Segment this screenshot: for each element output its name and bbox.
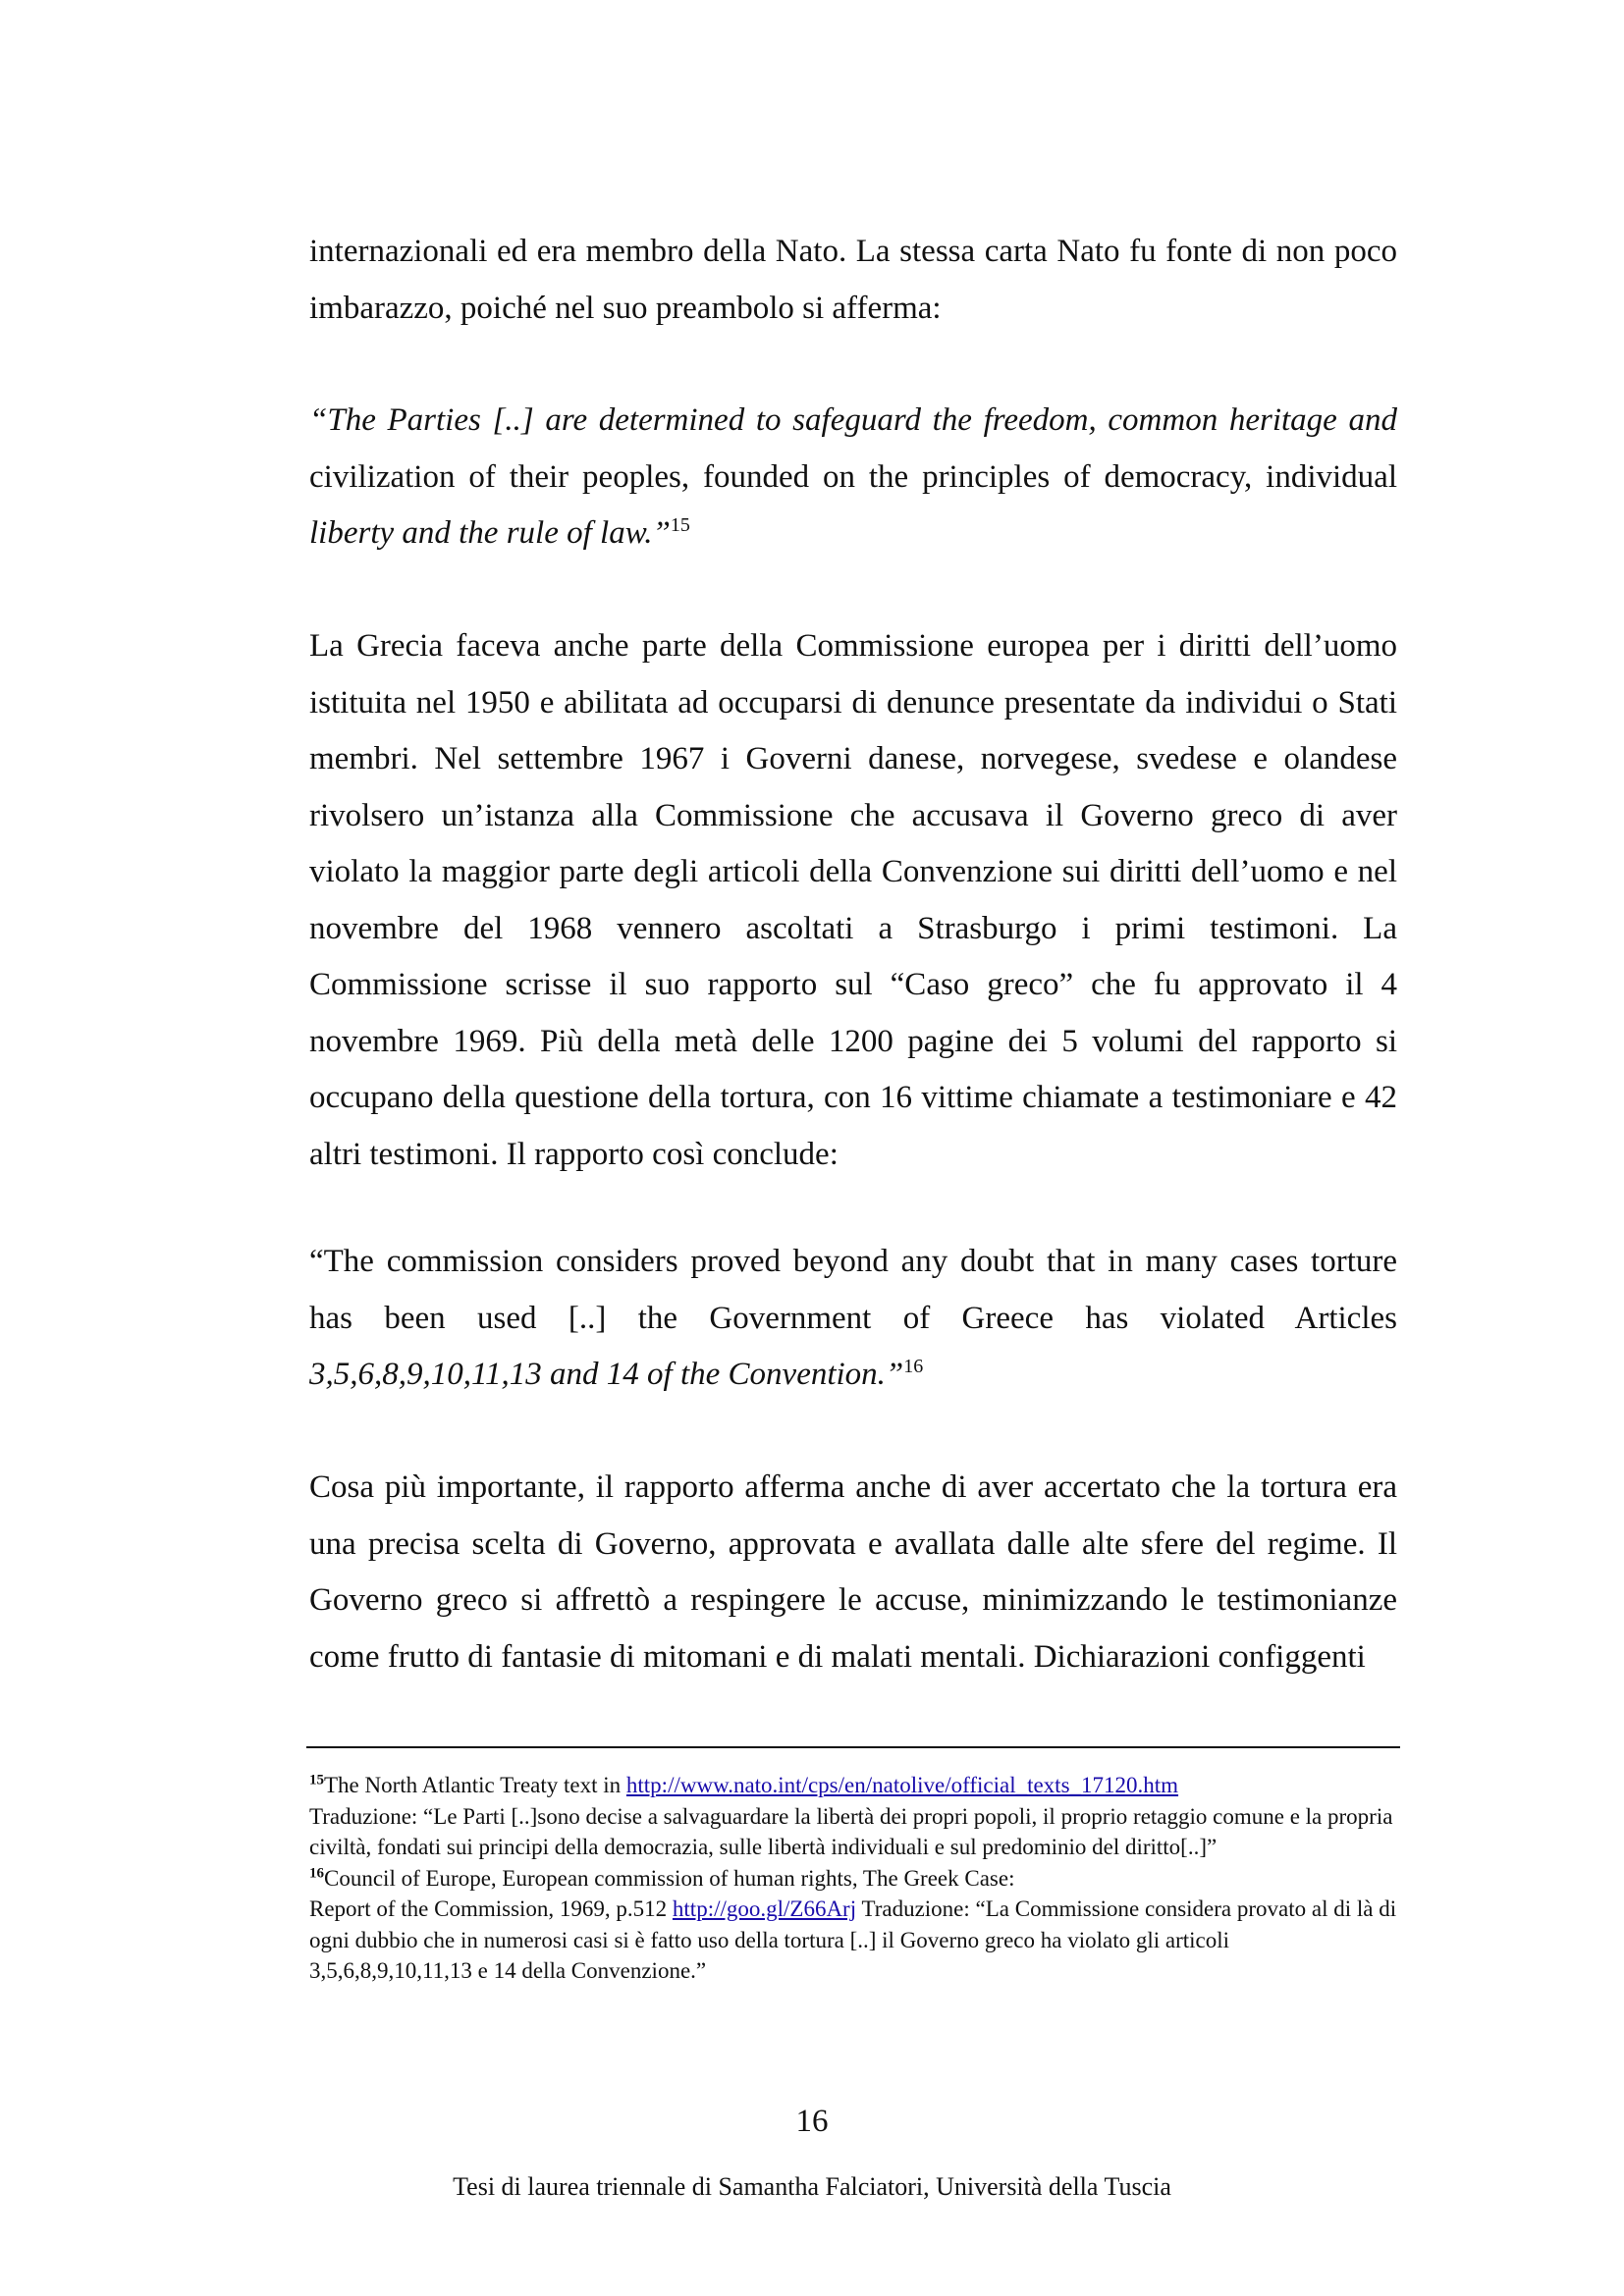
footnote-lead: The North Atlantic Treaty text in: [324, 1773, 626, 1797]
quote-plain-start: “The commission considers proved beyond any doubt that in many cases torture has been used [..] the Government of Greece has violated Articles: [309, 1244, 1397, 1336]
footnote-lead: Council of Europe, European commission of human rights, The Greek Case:: [324, 1865, 1015, 1891]
footnote-ref-16[interactable]: 16: [903, 1356, 924, 1377]
footnote-number: 15: [309, 1772, 324, 1789]
paragraph-government-response: [309, 1460, 1397, 1685]
footnote-link[interactable]: http://www.nato.int/cps/en/natolive/official_texts_17120.htm: [625, 1773, 1179, 1797]
paragraph-text: La Grecia faceva anche parte della Commissione europea per i diritti dell’uomo istituita nel 1950 e abilitata ad occuparsi di denunce presentate da individui o Stati membri. Nel settembre 1967 i Governi danese, norvegese, svedese e olandese rivolsero un’istanza alla Commissione che accusava il Governo greco di aver violato la maggior parte degli articoli della Convenzione sui diritti dell’uomo e nel novembre del 1968 vennero ascoltati a Strasburgo i primi testimoni. La Commissione scrisse il suo rapporto sul “Caso greco” che fu approvato il 4 novembre 1969. Più della metà delle 1200 pagine dei 5 volumi del rapporto si occupano della questione della tortura, con 16 vittime chiamate a testimoniare e 42 altri testimoni. Il rapporto così conclude:: [309, 628, 1397, 1172]
quote-italic-start: “The Parties [..] are determined to safeguard the freedom, common heritage and: [309, 402, 1397, 438]
quote-plain-mid: civilization of their peoples, founded on the principles of democracy, individual: [309, 458, 1397, 495]
paragraph-text: internazionali ed era membro della Nato. La stessa carta Nato fu fonte di non poco imbarazzo, poiché nel suo preambolo si afferma:: [309, 234, 1397, 326]
quote-nato-preamble: [309, 393, 1397, 562]
paragraph-nato-intro: [309, 224, 1397, 337]
footnote-16: [309, 1863, 1397, 1987]
footnote-divider: [306, 1746, 1400, 1748]
footnote-number: 16: [309, 1864, 324, 1881]
quote-italic-end: liberty and the rule of law.”: [309, 515, 671, 551]
footnote-15: [309, 1770, 1397, 1863]
footnote-translation: Traduzione: “Le Parti [..]sono decise a salvaguardare la libertà dei propri popoli, il proprio retaggio comune e la propria civiltà, fondati sui principi della democrazia, sulle libertà individuali e sul predominio del diritto[..]”: [309, 1803, 1393, 1859]
quote-italic-end: 3,5,6,8,9,10,11,13 and 14 of the Convention.”: [309, 1357, 904, 1392]
quote-commission-report: [309, 1234, 1397, 1404]
page-number: 16: [795, 2104, 829, 2139]
footnote-link[interactable]: http://goo.gl/Z66Arj: [672, 1896, 857, 1921]
footnote-ref-15[interactable]: 15: [670, 514, 690, 536]
page-footer: Tesi di laurea triennale di Samantha Falciatori, Università della Tuscia: [453, 2172, 1171, 2201]
footnotes-section: [309, 1770, 1397, 1987]
footnote-translation: Traduzione: “La Commissione considera provato al di là di ogni dubbio che in numerosi casi si è fatto uso della tortura [..] il Governo greco ha violato gli articoli 3,5,6,8,9,10,11,13 e 14 della Convenzione.”: [309, 1896, 1397, 1983]
footnote-line2: Report of the Commission, 1969, p.512: [309, 1896, 673, 1921]
paragraph-text: Cosa più importante, il rapporto afferma anche di aver accertato che la tortura era una precisa scelta di Governo, approvata e avallata dalle alte sfere del regime. Il Governo greco si affrettò a respingere le accuse, minimizzando le testimonianze come frutto di fantasie di mitomani e di malati mentali. Dichiarazioni configgenti: [309, 1469, 1397, 1675]
paragraph-european-commission: [309, 618, 1397, 1183]
